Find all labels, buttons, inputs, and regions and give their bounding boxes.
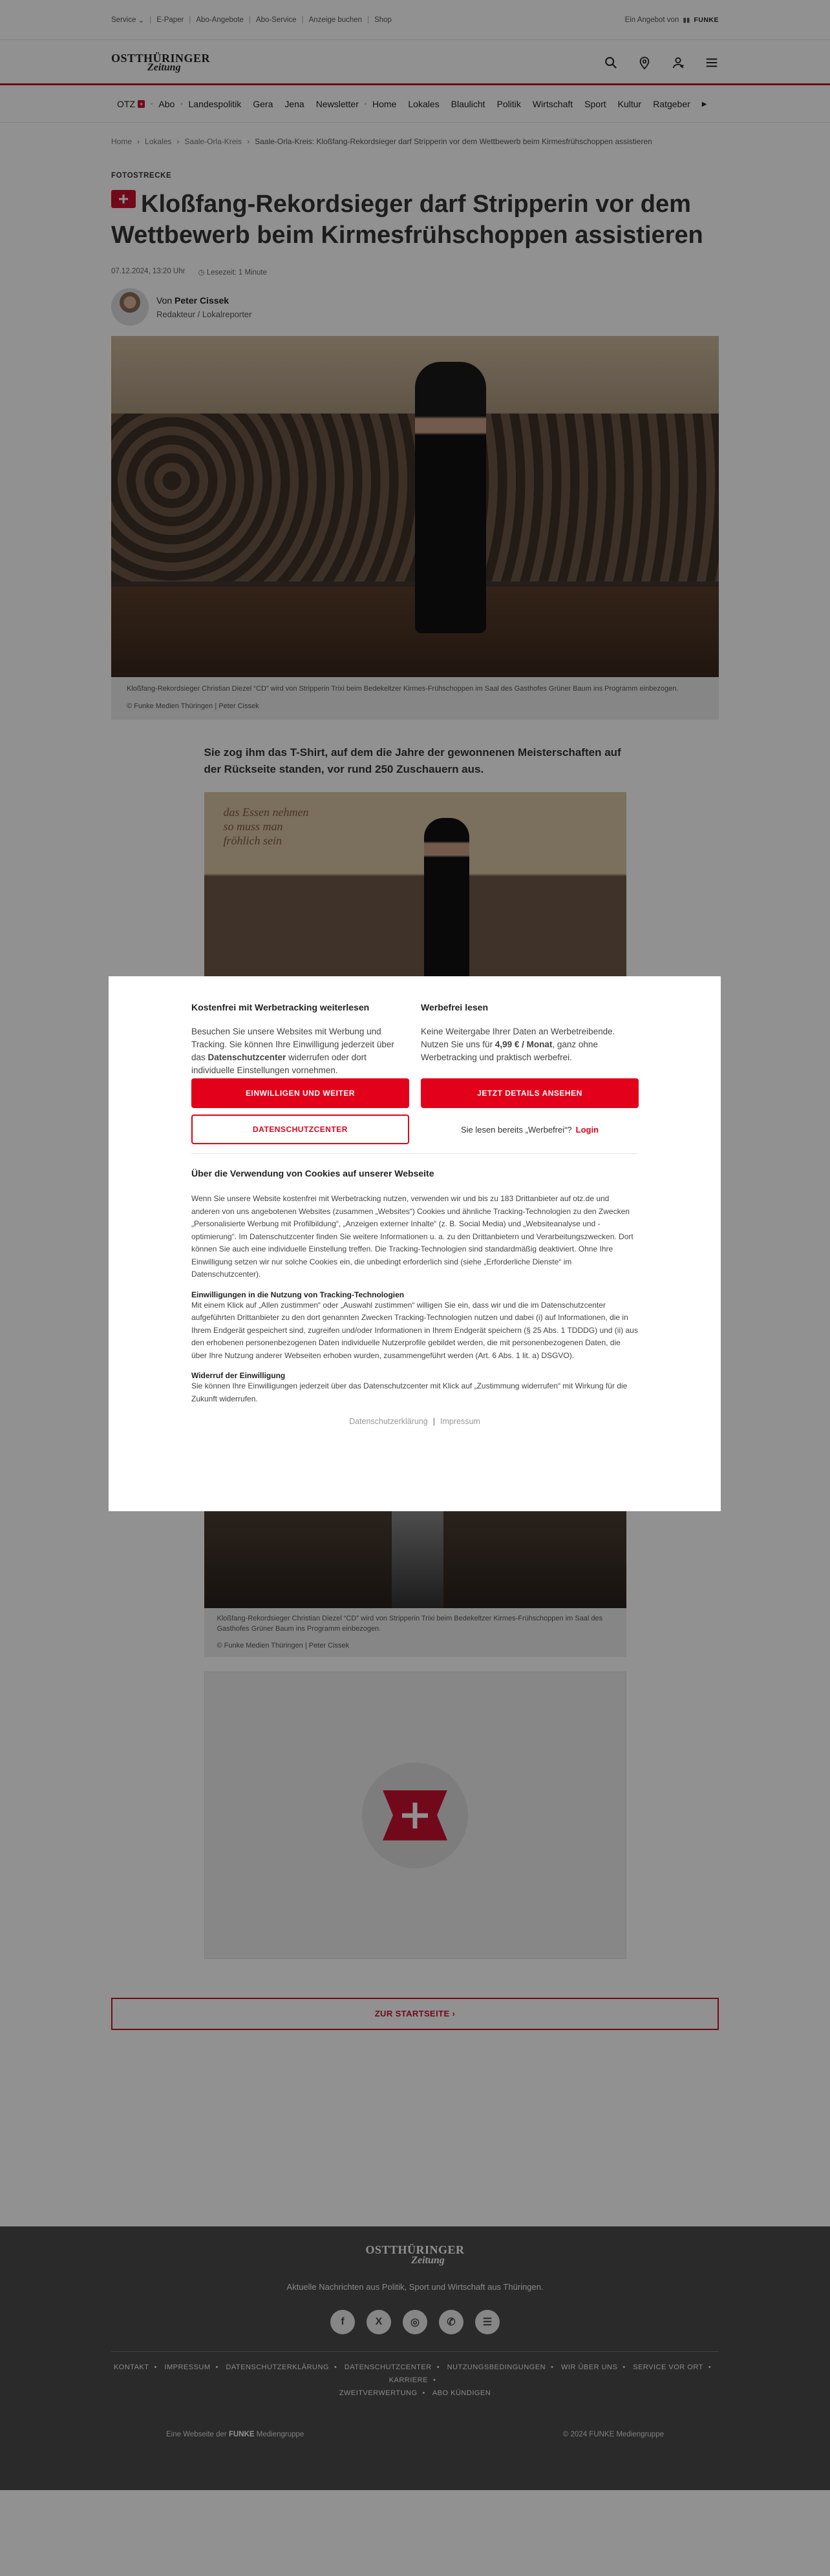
breadcrumb-current: Saale-Orla-Kreis: Kloßfang-Rekordsieger darf Stripperin vor dem Wettbewerb beim Kirmesfrühschoppen assistieren	[255, 137, 652, 146]
footer-tagline: Aktuelle Nachrichten aus Politik, Sport und Wirtschaft aus Thüringen.	[286, 2282, 544, 2292]
footer-link-kontakt[interactable]: KONTAKT	[113, 2363, 149, 2372]
footer-link-abo-kuendigen[interactable]: ABO KÜNDIGEN	[432, 2389, 491, 2398]
details-button[interactable]: JETZT DETAILS ANSEHEN	[421, 1078, 639, 1108]
nav-jena[interactable]: Jena	[284, 99, 304, 109]
footer-link-karriere[interactable]: KARRIERE	[388, 2376, 428, 2385]
author-box: Von Peter Cissek Redakteur / Lokalreporter	[111, 288, 719, 326]
accept-button[interactable]: EINWILLIGEN UND WEITER	[191, 1078, 409, 1108]
author-role: Redakteur / Lokalreporter	[156, 309, 252, 319]
breadcrumb-lokales[interactable]: Lokales	[145, 137, 172, 146]
facebook-icon[interactable]: f	[330, 2310, 355, 2334]
footer-link-zweitverwertung[interactable]: ZWEITVERWERTUNG	[339, 2389, 418, 2398]
breadcrumb: Home › Lokales › Saale-Orla-Kreis › Saale-Orla-Kreis: Kloßfang-Rekordsieger darf Stripperin vor dem Wettbewerb beim Kirmesfrühschoppen assistieren	[111, 137, 652, 146]
consent-dialog	[109, 976, 721, 1511]
funke-offer[interactable]: Ein Angebot von ▮▮ FUNKE	[624, 16, 719, 24]
footer-link-datenschutzerklaerung[interactable]: DATENSCHUTZERKLÄRUNG	[226, 2363, 329, 2372]
service-link[interactable]: Service ⌄	[111, 16, 145, 25]
nav-wirtschaft[interactable]: Wirtschaft	[532, 99, 573, 109]
nav-lokales[interactable]: Lokales	[408, 99, 440, 109]
breadcrumb-region[interactable]: Saale-Orla-Kreis	[184, 137, 242, 146]
article-kicker: FOTOSTRECKE	[111, 172, 172, 180]
shop-link[interactable]: Shop	[374, 16, 392, 24]
x-icon[interactable]: X	[367, 2310, 391, 2334]
free-option-title: Kostenfrei mit Werbetracking weiterlesen	[191, 1002, 370, 1012]
cookie-section-title: Über die Verwendung von Cookies auf unserer Webseite	[191, 1168, 434, 1178]
reading-time: ◷ Lesezeit: 1 Minute	[198, 269, 268, 277]
already-subscribed: Sie lesen bereits „Werbefrei“? Login	[460, 1124, 599, 1135]
free-option-text: Besuchen Sie unsere Websites mit Werbung und Tracking. Sie können Ihre Einwilligung jederzeit über das Datenschutzcenter widerrufen oder dort individuelle Einstellungen vornehmen.	[191, 1027, 394, 1075]
footer-link-impressum[interactable]: IMPRESSUM	[164, 2363, 211, 2372]
hero-caption: Kloßfang-Rekordsieger Christian Diezel “CD” wird von Stripperin Trixi beim Bedekeltzer Kirmes-Frühschoppen im Saal des Gasthofes Grüner Baum ins Programm einbezogen. © Funke Medien Thüringen | Peter Cissek	[111, 677, 719, 720]
main-navigation: OTZ + • Abo • Landespolitik Gera Jena Newsletter • Home Lokales Blaulicht Politik Wirtschaft Sport Kultur Ratgeber ▶	[0, 85, 830, 123]
wall-lettering: das Essen nehmen so muss man fröhlich sein	[223, 806, 309, 847]
footer-link-wir-ueber-uns[interactable]: WIR ÜBER UNS	[561, 2363, 618, 2372]
imprint-link[interactable]: Impressum	[440, 1417, 480, 1426]
site-logo[interactable]: OSTTHÜRINGER Zeitung	[111, 51, 211, 73]
nav-otz[interactable]: OTZ +	[111, 99, 151, 109]
hero-credit: © Funke Medien Thüringen | Peter Cissek	[127, 702, 259, 710]
abo-service-link[interactable]: Abo-Service	[255, 16, 297, 24]
abo-angebote-link[interactable]: Abo-Angebote	[196, 16, 244, 24]
nav-newsletter[interactable]: Newsletter	[315, 99, 359, 109]
footer-links: KONTAKT • IMPRESSUM • DATENSCHUTZERKLÄRUNG • DATENSCHUTZCENTER • NUTZUNGSBEDINGUNGEN • WIR ÜBER UNS • SERVICE VOR ORT • KARRIERE • ZWEITVERWERTUNG • ABO KÜNDIGEN	[111, 2351, 719, 2400]
footer-copyright: © 2024 FUNKE Mediengruppe	[562, 2431, 664, 2439]
publish-date: 07.12.2024, 13:20 Uhr	[111, 267, 186, 275]
nav-scroll-right-icon[interactable]: ▶	[701, 100, 707, 108]
footer-link-service-vor-ort[interactable]: SERVICE VOR ORT	[633, 2363, 703, 2372]
login-link[interactable]: Login	[575, 1124, 599, 1135]
nav-landespolitik[interactable]: Landespolitik	[188, 99, 242, 109]
funke-logo-icon: ▮▮	[683, 16, 690, 24]
footer-owner: Eine Webseite der FUNKE Mediengruppe	[166, 2431, 304, 2439]
nav-home[interactable]: Home	[372, 99, 397, 109]
adfree-option-title: Werbefrei lesen	[421, 1002, 489, 1012]
breadcrumb-home[interactable]: Home	[111, 137, 133, 146]
privacy-link[interactable]: Datenschutzerklärung	[349, 1417, 428, 1426]
adfree-option-text: Keine Weitergabe Ihrer Daten an Werbetreibende. Nutzen Sie uns für 4,99 € / Monat, ganz ohne Werbetracking und praktisch werbefrei.	[421, 1027, 615, 1062]
author-name[interactable]: Peter Cissek	[175, 295, 229, 306]
home-button[interactable]: ZUR STARTSEITE ›	[111, 1998, 719, 2030]
footer-link-nutzungsbedingungen[interactable]: NUTZUNGSBEDINGUNGEN	[447, 2363, 546, 2372]
gallery-caption-2: Kloßfang-Rekordsieger Christian Diezel “CD” wird von Stripperin Trixi beim Bedekeltzer Kirmes-Frühschoppen im Saal des Gasthofes Grüner Baum ins Programm einbezogen. © Funke Medien Thüringen | Peter Cissek	[204, 1608, 626, 1657]
footer-logo[interactable]: OSTTHÜRINGER Zeitung	[365, 2243, 465, 2267]
revoke-section-title: Widerruf der Einwilligung	[191, 1371, 286, 1380]
nav-abo[interactable]: Abo	[158, 99, 175, 109]
rss-icon[interactable]: ☰	[475, 2310, 500, 2334]
privacy-center-button[interactable]: DATENSCHUTZCENTER	[191, 1115, 409, 1144]
consent-footer-links: Datenschutzerklärung | Impressum	[349, 1417, 480, 1426]
nav-kultur[interactable]: Kultur	[617, 99, 642, 109]
consent-section-title: Einwilligungen in die Nutzung von Tracking-Technologien	[191, 1290, 405, 1299]
article-title: Kloßfang-Rekordsieger darf Stripperin vor dem Wettbewerb beim Kirmesfrühschoppen assistieren	[111, 191, 703, 249]
revoke-section-text: Sie können Ihre Einwilligungen jederzeit über das Datenschutzcenter mit Klick auf „Zustimmung widerrufen“ mit Wirkung für die Zukunft widerrufen.	[191, 1381, 628, 1403]
nav-blaulicht[interactable]: Blaulicht	[451, 99, 485, 109]
cookie-section-text: Wenn Sie unsere Website kostenfrei mit Werbetracking nutzen, verwenden wir und bis zu 183 Drittanbieter auf otz.de und anderen von uns angebotenen Websites (zusammen „Websites“) Cookies und ähnliche Tracking-Technologien zu den Zwecken „Personalisierte Werbung mit Profilbildung“, „Anzeigen externer Inhalte“ (z. B. Social Media) und „Websiteanalyse und -optimierung“. Im Datenschutzcenter finden Sie weitere Informationen u. a. zu den Drittanbietern und Verarbeitungszwecken. Dort können Sie auch eine individuelle Einstellung treffen. Die Tracking-Technologien sind standardmäßig deaktiviert. Ohne Ihre Einwilligung setzen wir nur solche Cookies ein, die unbedingt erforderlich sind (siehe „Erforderliche Dienste“ im Datenschutzcenter).	[191, 1194, 633, 1279]
whatsapp-icon[interactable]: ✆	[439, 2310, 463, 2334]
footer-link-datenschutzcenter[interactable]: DATENSCHUTZCENTER	[344, 2363, 432, 2372]
instagram-icon[interactable]: ◎	[403, 2310, 427, 2334]
epaper-link[interactable]: E-Paper	[156, 16, 184, 24]
nav-politik[interactable]: Politik	[496, 99, 521, 109]
consent-section-text: Mit einem Klick auf „Allen zustimmen“ oder „Auswahl zustimmen“ willigen Sie ein, dass wir und die im Datenschutzcenter aufgeführten Drittanbieter zu den dort genannten Zwecken Tracking-Technologien nutzen und dabei (i) auf Informationen, die in Ihrem Endgerät gespeichert sind, zugreifen und/oder Informationen in Ihrem Endgerät speichern (§ 25 Abs. 1 TDDDG) und (ii) aus den erhobenen personenbezogenen Daten individuelle Nutzerprofile gebildet werden, die mit personenbezogenen Daten, die über Ihre Nutzung anderer Webseiten erhoben wurden, zusammengeführt werden (Art. 6 Abs. 1 lit. a) DSGVO).	[191, 1300, 638, 1360]
anzeige-link[interactable]: Anzeige buchen	[308, 16, 363, 24]
nav-gera[interactable]: Gera	[253, 99, 273, 109]
article-lead: Sie zog ihm das T-Shirt, auf dem die Jahre der gewonnenen Meisterschaften auf der Rückseite standen, vor rund 250 Zuschauern aus.	[204, 746, 621, 775]
nav-ratgeber[interactable]: Ratgeber	[653, 99, 690, 109]
utility-links: Service ⌄ | E-Paper | Abo-Angebote | Abo-Service | Anzeige buchen | Shop	[111, 16, 392, 25]
nav-sport[interactable]: Sport	[584, 99, 606, 109]
